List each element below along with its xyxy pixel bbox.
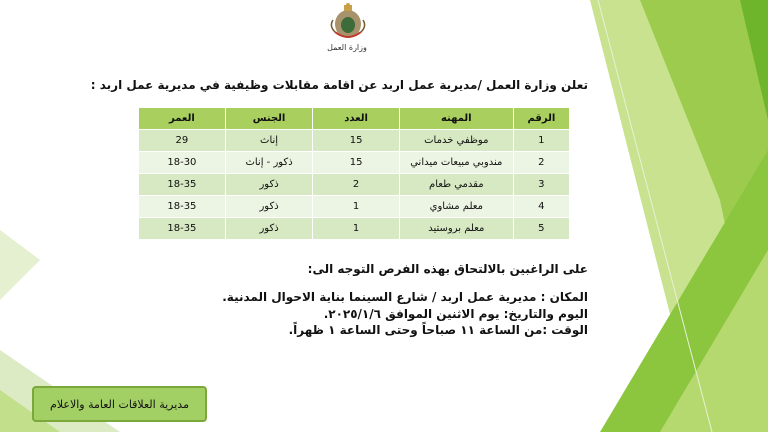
cell-number: 3 (513, 174, 569, 196)
col-header-profession: المهنه (399, 108, 513, 130)
cell-gender: ذكور (225, 174, 313, 196)
announcement-headline: تعلن وزارة العمل /مديرية عمل اربد عن اقامة مقابلات وظيفية في مديرية عمل اربد : (90, 78, 588, 92)
cell-gender: ذكور - إناث (225, 152, 313, 174)
ministry-label: وزارة العمل (327, 43, 367, 52)
cell-age: 18-35 (139, 196, 226, 218)
cell-profession: مندوبي مبيعات ميداني (399, 152, 513, 174)
table-header-row (139, 108, 570, 130)
cell-count: 2 (313, 174, 399, 196)
jobs-table (138, 107, 570, 240)
cell-count: 15 (313, 152, 399, 174)
table-row (139, 218, 570, 240)
col-header-number: الرقم (513, 108, 569, 130)
date-line: اليوم والتاريخ: يوم الاثنين الموافق ٢٠٢٥/١/٦. (323, 307, 588, 321)
cell-number: 2 (513, 152, 569, 174)
cell-age: 29 (139, 130, 226, 152)
cell-profession: معلم بروستيد (399, 218, 513, 240)
time-line: الوقت :من الساعة ١١ صباحاً وحتى الساعة ١ ظهراً. (288, 323, 588, 337)
table-row (139, 174, 570, 196)
jordan-coat-of-arms-icon (326, 2, 370, 42)
call-to-apply: على الراغبين بالالتحاق بهذه الفرص التوجه الى: (307, 262, 588, 276)
col-header-count: العدد (313, 108, 399, 130)
cell-number: 1 (513, 130, 569, 152)
cell-age: 18-35 (139, 218, 226, 240)
table-row (139, 196, 570, 218)
location-line: المكان : مديرية عمل اربد / شارع السينما بناية الاحوال المدنية. (222, 290, 588, 304)
cell-profession: موظفي خدمات (399, 130, 513, 152)
table-row (139, 130, 570, 152)
cell-gender: ذكور (225, 196, 313, 218)
public-relations-badge: مديرية العلاقات العامة والاعلام (32, 386, 207, 422)
table-row (139, 152, 570, 174)
cell-count: 1 (313, 218, 399, 240)
cell-profession: مقدمي طعام (399, 174, 513, 196)
cell-age: 18-35 (139, 174, 226, 196)
cell-count: 1 (313, 196, 399, 218)
cell-gender: ذكور (225, 218, 313, 240)
cell-profession: معلم مشاوي (399, 196, 513, 218)
col-header-age: العمر (139, 108, 226, 130)
cell-count: 15 (313, 130, 399, 152)
cell-gender: إناث (225, 130, 313, 152)
cell-number: 4 (513, 196, 569, 218)
cell-age: 18-30 (139, 152, 226, 174)
col-header-gender: الجنس (225, 108, 313, 130)
cell-number: 5 (513, 218, 569, 240)
